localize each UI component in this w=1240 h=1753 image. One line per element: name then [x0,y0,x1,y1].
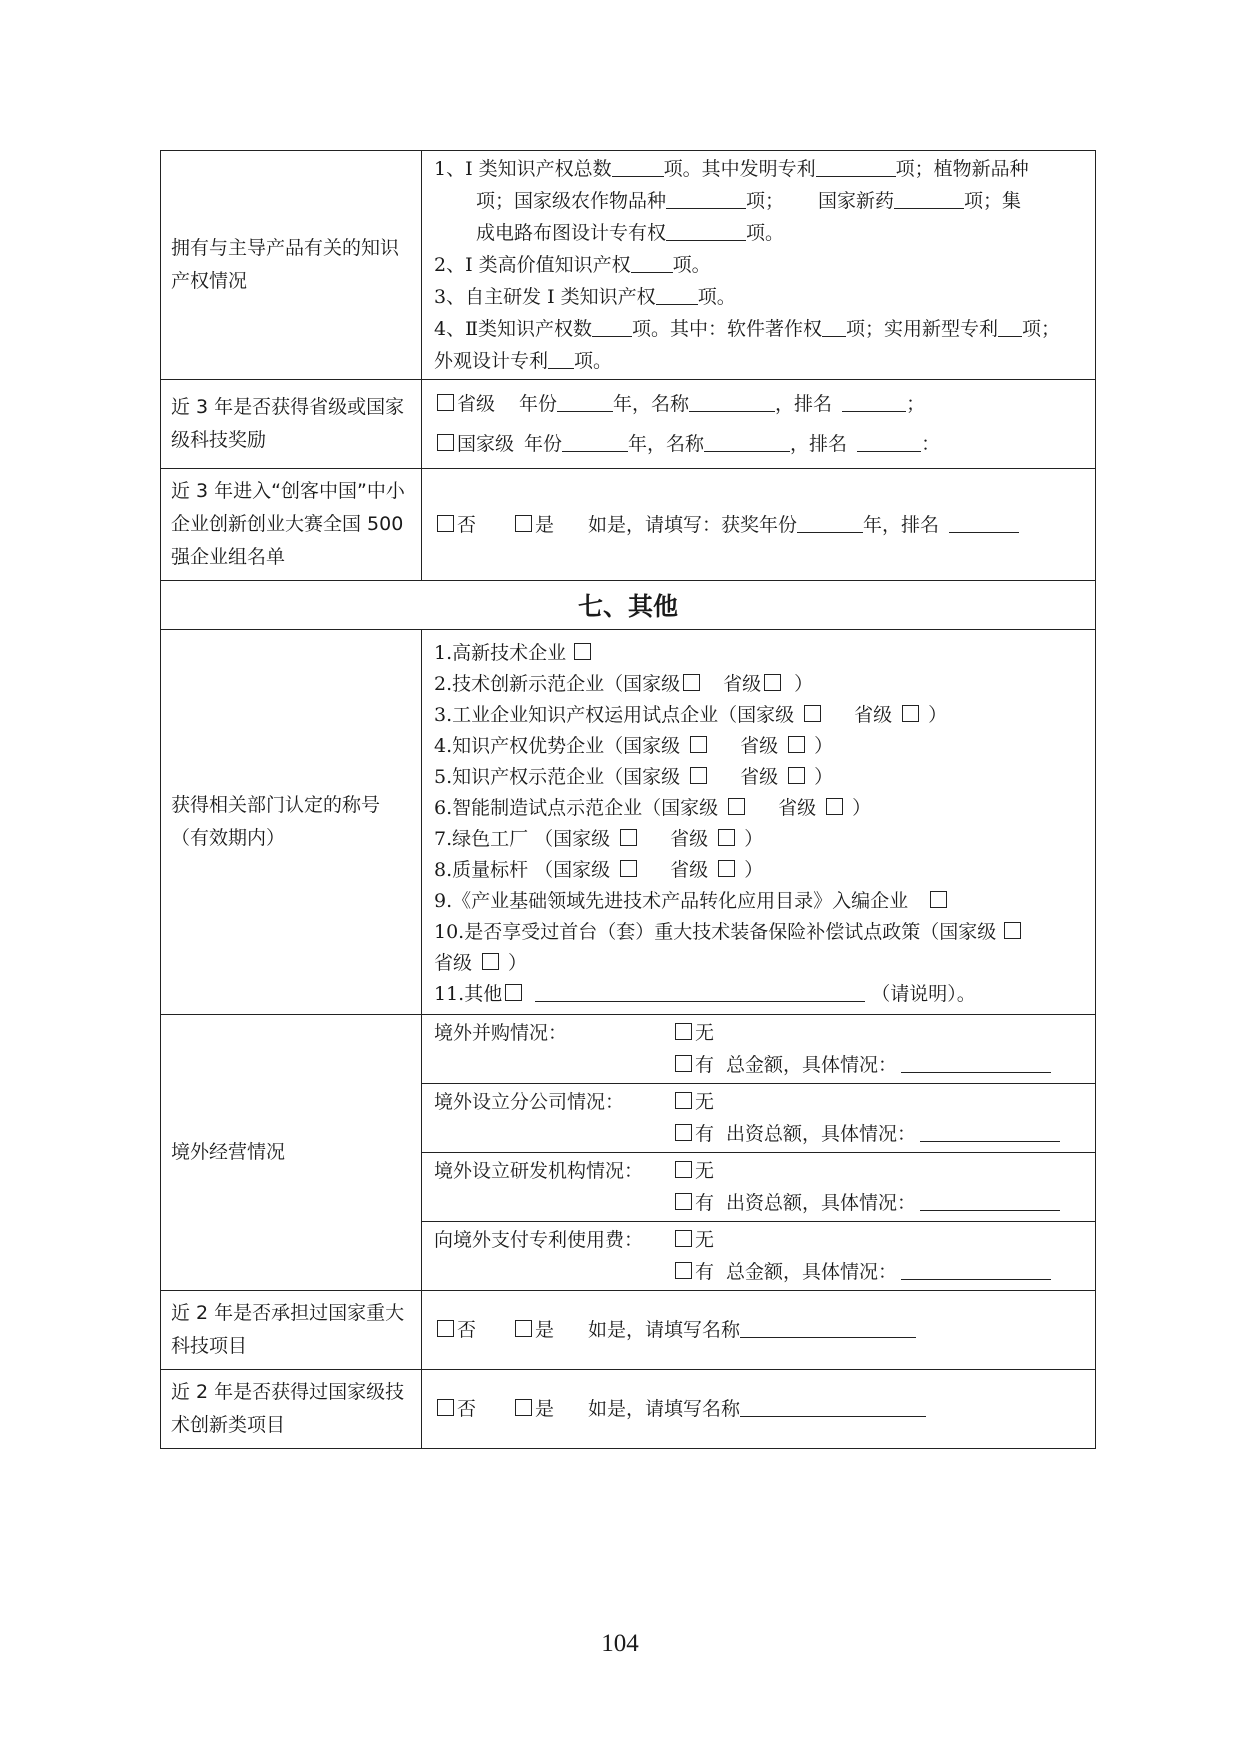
major-project-content [422,1291,1096,1370]
page-number: 104 [601,1630,639,1657]
text: 省级 [778,797,817,819]
overseas-item [422,1153,1095,1222]
blank-field[interactable] [592,314,632,337]
overseas-content [422,1015,1096,1291]
ip-row [161,151,1096,380]
text: ） [794,673,814,695]
major-project-label: 近 2 年是否承担过国家重大科技项目 [161,1291,422,1370]
overseas-item [422,1222,1095,1291]
text: ） [852,797,872,819]
overseas-item [422,1084,1095,1153]
year-field[interactable] [797,510,863,533]
text: 出资总额，具体情况： [726,1192,917,1214]
innovation-project-label: 近 2 年是否获得过国家级技术创新类项目 [161,1370,422,1449]
text: 项；国家级农作物品种 [476,190,667,212]
project-name-field[interactable] [740,1394,926,1417]
no-checkbox[interactable] [437,515,454,532]
text: 项。其中发明专利 [663,158,816,180]
text: 否 [457,1319,477,1341]
text: 出资总额，具体情况： [726,1123,917,1145]
text: 是 [535,1398,555,1420]
text: 无 [695,1160,715,1182]
name-field[interactable] [689,389,775,412]
checkbox[interactable] [728,798,745,815]
text: 外观设计专利 [434,350,549,372]
text: 项；植物新品种 [895,158,1029,180]
text: 年份 [524,433,563,455]
major-project-row [161,1291,1096,1370]
blank-field[interactable] [894,186,964,209]
text: ） [744,859,764,881]
text: 7.绿色工厂 （国家级 [434,828,611,850]
text: 4.知识产权优势企业（国家级 [434,735,681,757]
provincial-checkbox[interactable] [437,394,454,411]
detail-field[interactable] [920,1119,1060,1142]
checkbox[interactable] [902,705,919,722]
text: 项； [1022,318,1061,340]
rank-field[interactable] [857,429,921,452]
text: 11.其他 [434,983,503,1005]
no-checkbox[interactable] [437,1320,454,1337]
overseas-subtable [422,1015,1095,1290]
yes-checkbox[interactable] [515,515,532,532]
ip-label: 拥有与主导产品有关的知识产权情况 [161,151,422,380]
titles-label: 获得相关部门认定的称号（有效期内） [161,630,422,1015]
checkbox[interactable] [788,767,805,784]
form-sheet [160,150,1096,1449]
text: 9.《产业基础领域先进技术产品转化应用目录》入编企业 [434,890,909,912]
has-checkbox[interactable] [675,1193,692,1210]
text: 否 [457,1398,477,1420]
text: 境外设立分公司情况： [434,1091,625,1113]
section-title: 七、其他 [161,581,1096,630]
year-field[interactable] [557,389,613,412]
text: 省级 [854,704,893,726]
maker-content [422,469,1096,581]
yes-checkbox[interactable] [515,1320,532,1337]
none-checkbox[interactable] [675,1023,692,1040]
rank-field[interactable] [949,510,1019,533]
checkbox[interactable] [788,736,805,753]
text: 3、自主研发 I 类知识产权 [434,286,656,308]
text: 1.高新技术企业 [434,642,567,664]
text: 项。 [697,286,736,308]
rank-field[interactable] [842,389,906,412]
checkbox[interactable] [683,674,700,691]
text: 如是，请填写：获奖年份 [588,513,798,536]
text: 3.工业企业知识产权运用试点企业（国家级 [434,704,795,726]
text: 是 [535,513,555,536]
blank-field[interactable] [666,186,746,209]
name-field[interactable] [704,429,790,452]
checkbox[interactable] [620,829,637,846]
none-checkbox[interactable] [675,1161,692,1178]
blank-field[interactable] [656,282,698,305]
text: 4、Ⅱ类知识产权数 [434,318,593,340]
blank-field[interactable] [631,250,673,273]
text: ） [508,952,528,974]
blank-field[interactable] [666,218,746,241]
innovation-project-content [422,1370,1096,1449]
overseas-item [422,1015,1095,1084]
text: 有 [695,1123,715,1145]
text: 省级 [670,828,709,850]
checkbox[interactable] [826,798,843,815]
text: ，排名 [790,433,848,455]
text: 省级 [457,393,496,415]
text: 6.智能制造试点示范企业（国家级 [434,797,719,819]
checkbox[interactable] [690,767,707,784]
detail-field[interactable] [901,1257,1051,1280]
text: 省级 [670,859,709,881]
none-checkbox[interactable] [675,1092,692,1109]
text: 无 [695,1022,715,1044]
text: ： [921,433,941,455]
text: ； [906,393,926,415]
text: 向境外支付专利使用费： [434,1229,644,1251]
text: 总金额，具体情况： [726,1054,898,1076]
text: 2、I 类高价值知识产权 [434,254,631,276]
checkbox[interactable] [690,736,707,753]
text: 项；集 [964,190,1022,212]
application-form-table [160,150,1096,1449]
checkbox[interactable] [718,860,735,877]
text: 项。 [672,254,711,276]
text: 项； [746,190,785,212]
titles-content [422,630,1096,1015]
blank-field[interactable] [612,154,664,177]
text: 有 [695,1054,715,1076]
text: ） [814,766,834,788]
text: 无 [695,1229,715,1251]
checkbox[interactable] [764,674,781,691]
text: 5.知识产权示范企业（国家级 [434,766,681,788]
blank-field[interactable] [998,314,1022,337]
has-checkbox[interactable] [675,1055,692,1072]
text: 如是，请填写名称 [588,1319,741,1341]
overseas-label: 境外经营情况 [161,1015,422,1291]
detail-field[interactable] [901,1050,1051,1073]
text: 省级 [740,735,779,757]
blank-field[interactable] [816,154,896,177]
checkbox[interactable] [574,643,591,660]
award-content [422,380,1096,469]
text: 有 [695,1192,715,1214]
checkbox[interactable] [804,705,821,722]
text: 总金额，具体情况： [726,1261,898,1283]
blank-field[interactable] [548,346,574,369]
none-checkbox[interactable] [675,1230,692,1247]
checkbox[interactable] [482,953,499,970]
no-checkbox[interactable] [437,1399,454,1416]
project-name-field[interactable] [740,1315,916,1338]
checkbox[interactable] [930,891,947,908]
overseas-row [161,1015,1096,1291]
text: 国家新药 [818,190,895,212]
text: 项；实用新型专利 [846,318,999,340]
has-checkbox[interactable] [675,1124,692,1141]
text: （请说明）。 [871,983,976,1005]
text: 2.技术创新示范企业（国家级 [434,673,681,695]
text: 年份 [519,393,558,415]
text: 国家级 [457,433,515,455]
text: 成电路布图设计专有权 [476,222,667,244]
text: 如是，请填写名称 [588,1398,741,1420]
text: 境外设立研发机构情况： [434,1160,644,1182]
blank-field[interactable] [822,314,846,337]
section-header-row [161,581,1096,630]
other-description-field[interactable] [535,979,865,1002]
text: 年，名称 [613,393,690,415]
text: 年，排名 [863,513,940,536]
text: 省级 [434,952,473,974]
text: 无 [695,1091,715,1113]
text: 是 [535,1319,555,1341]
innovation-project-row [161,1370,1096,1449]
has-checkbox[interactable] [675,1262,692,1279]
award-row [161,380,1096,469]
checkbox[interactable] [620,860,637,877]
maker-row [161,469,1096,581]
text: 境外并购情况： [434,1022,568,1044]
text: ） [814,735,834,757]
text: 项。 [574,350,613,372]
maker-label: 近 3 年进入“创客中国”中小企业创新创业大赛全国 500 强企业组名单 [161,469,422,581]
text: ） [744,828,764,850]
text: 项。其中：软件著作权 [632,318,823,340]
checkbox[interactable] [1004,922,1021,939]
national-checkbox[interactable] [437,434,454,451]
text: 否 [457,513,477,536]
text: 年，名称 [628,433,705,455]
text: 有 [695,1261,715,1283]
text: 省级 [723,673,762,695]
year-field[interactable] [562,429,628,452]
text: 省级 [740,766,779,788]
titles-row [161,630,1096,1015]
award-label: 近 3 年是否获得省级或国家级科技奖励 [161,380,422,469]
text: ，排名 [775,393,833,415]
detail-field[interactable] [920,1188,1060,1211]
yes-checkbox[interactable] [515,1399,532,1416]
text: 10.是否享受过首台（套）重大技术装备保险补偿试点政策（国家级 [434,921,997,943]
text: 1、I 类知识产权总数 [434,158,612,180]
ip-content [422,151,1096,380]
text: ） [928,704,948,726]
checkbox[interactable] [718,829,735,846]
text: 项。 [746,222,785,244]
checkbox[interactable] [505,984,522,1001]
text: 8.质量标杆 （国家级 [434,859,611,881]
